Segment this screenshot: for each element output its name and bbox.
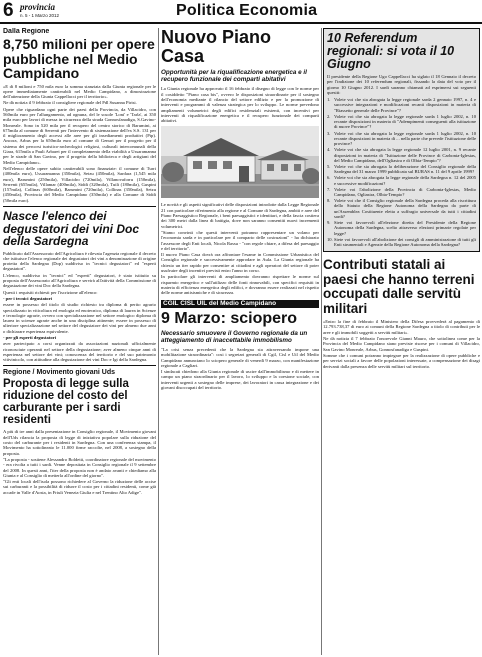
masthead: [0, 0, 482, 24]
article-body: [161, 347, 319, 390]
article-headline: 8,750 milioni per opere pubbliche nel Medio Campidano: [3, 36, 155, 81]
item-text: Volete voi che sia abrogata la legge regionale sarda 1 luglio 2002, n. 10 recante disposizioni in materia di ... nella parte che prevede l'istituzione delle province?: [334, 130, 476, 147]
article-subhead: Opportunità per la riqualificazione energetica e il recupero funzionale dei comparti abitativi: [161, 69, 307, 84]
column-right: [323, 28, 480, 655]
list-item: [327, 164, 476, 175]
paragraph: «Entro la fine di febbraio il Ministero della Difesa provvederà al pagamento di 12.793.738,37 di euro ai comuni della Regione Sardegna a titolo di contributi per le aree e gli immobili soggetti a servitù militari».: [323, 319, 480, 335]
item-number: 3.: [327, 130, 331, 136]
list-item: [327, 237, 476, 248]
paragraph: «E di 8 milioni e 750 mila euro la somma stanziata dalla Giunta regionale per le opere immediatamente cantierabili nel Medio Campidano, a dimostrazione dell'attenzione della Giunta Cappellacci per il territorio».: [3, 83, 156, 100]
article-subhead: Necessario smuovere il Governo regionale da un atteggiamento di inaccettabile immobilismo: [161, 329, 308, 344]
list-item: [327, 198, 476, 219]
paragraph: A più di tre anni dalla presentazione in Consiglio regionale, il Movimento giovani dell'Uds rilancia la proposta di legge di iniziativa popolare sulla riduzione del costo del carburante per i residenti in Sardegna. Con una conferenza stampa, il Movimento ha sottolineato le 11.000 firme raccolte, nel 2008, a sostegno della proposta.: [3, 429, 156, 456]
paragraph: "La proposta - sostiene Alessandro Boldetti, coordinatore regionale del movimento - era rivolta a tutti i sardi. Venne depositata in Consiglio regionale il 9 settembre del 2008. In questi anni, l'iter della proposta non è andato avanti e chiediamo alla Giunta e al Consiglio di metterla all'ordine del giorno".: [3, 456, 156, 478]
list-item: [327, 220, 476, 236]
article-headline: Proposta di legge sulla riduzione del costo del carburante per i sardi residenti: [3, 378, 129, 427]
article-headline: Nasce l'elenco dei degustatori dei vini Doc della Sardegna: [3, 209, 140, 249]
item-number: 5.: [327, 163, 331, 169]
referendum-list: [327, 97, 476, 247]
article-body: [161, 86, 319, 123]
article-headline: Nuovo Piano Casa: [161, 28, 272, 66]
column-divider: [158, 28, 159, 655]
paragraph: Somme che i comuni potranno impiegare per la realizzazione di opere pubbliche e per servizi sociali a favore delle popolazioni interessate, a compensazione dei disagi derivanti dalla presenza delle servitù militari sul territorio.: [323, 352, 480, 369]
house-photo: [161, 126, 319, 198]
article-body: [3, 429, 156, 495]
item-text: Volete voi che sia abrogata la deliberazione del Consiglio regionale della Sardegna del 31 marzo 1999 pubblicata sul BURAS n. 11 del 9 aprile 1999?: [334, 163, 476, 175]
item-text: Siete voi favorevoli all'abolizione dei consigli di amministrazione di tutti gli Enti strumentali e Agenzie della Regione Autonoma della Sardegna?: [334, 236, 476, 248]
item-text: Volete voi che sia abrogata la legge regionale 12 luglio 2001, n. 9 recante disposizioni in materia di "Istituzione delle Province di Carbonia-Iglesias, del Medio Campidano, dell'Ogliastra e di Olbia-Tempio"?: [334, 147, 476, 163]
divider: [3, 206, 156, 207]
article-kicker-band: CGIL CISL UIL del Medio Campidano: [161, 300, 319, 308]
item-number: 2.: [327, 113, 331, 119]
item-text: Volete voi che il Consiglio regionale della Sardegna proceda alla riscrittura dello Statuto della Regione Autonoma della Sardegna da parte di un'Assemblea Costituente eletta a suffragio universale da tutti i cittadini sardi?: [334, 198, 476, 219]
article-body: [3, 251, 156, 363]
paragraph: Questi i requisiti richiesti per l'iscrizione all'elenco:: [3, 289, 98, 295]
list-item: [327, 114, 476, 130]
list-item: [327, 97, 476, 113]
article-headline: Contributi statali ai paesi che hanno terreni occupati dalle servitù militari: [323, 257, 475, 316]
item-number: 10.: [327, 236, 333, 242]
article-intro: Il presidente della Regione Ugo Cappellacci ha siglato il 18 Gennaio il decreto per l'indizione dei 10 referendum regionali, fissando la data del voto per il giorno 10 Giugno 2012. I sardi saranno chiamati ad esprimersi sui seguenti quesiti:: [327, 74, 476, 95]
paragraph: "Siamo convinti che questi interventi potranno rappresentare un volano per l'economia sarda e in particolare per il comparto delle costruzioni" - ha dichiarato l'assessore degli Enti locali, Nicola Rassu - "con regole chiare, a difesa del paesaggio e del territorio".: [161, 229, 319, 251]
item-number: 4.: [327, 147, 331, 153]
paragraph: Nell'elenco delle opere subito cantierabili sono finanziate: il comune di Turri (400mila euro), Ussaramanna (350mila), Setzu (450mila), Sardara (1,545 mila euro), Barumini (250mila), Villacidro (720mila), Villanovaforru (150mila), Serrenti (655mila), Villamar (400mila), Siddi (320mila), Tuili (180mila), Guspini (157mila), Collinas (600mila), Barumini (720mila), Collinas (350mila), Setzu (450mila), Provincia del Medio Campidano (350mila) e alla Comune di Siddi (50mila euro).: [3, 165, 156, 203]
paragraph: "La crisi senza precedenti che la Sardegna sta attraversando impone una mobilitazione straordinaria": cosi i segretari generali di Cgil, Cisl e Uil del Medio Campidano annunciano lo sciopero generale di venerdì 9 marzo, con manifestazione regionale a Cagliari.: [161, 346, 319, 368]
brand-logo: provincia: [20, 2, 55, 12]
paragraph: I sindacati chiedono alla Giunta regionale di uscire dall'immobilismo e di mettere in campo un piano straordinario per il lavoro, lo sviluppo e la coesione sociale, con interventi urgenti a sostegno delle imprese, dei lavoratori in cassa integrazione e dei giovani disoccupati del territorio.: [161, 369, 319, 391]
item-text: Volete voi che sia abrogata la legge regionale sarda 1 luglio 2002, n. 10 recante disposizioni in materia di "Adempimenti conseguenti alla istituzione di nuove Province"?: [334, 113, 476, 130]
list-heading: - per gli esperti degustatori: [3, 334, 56, 340]
section-title: Politica Economia: [176, 2, 318, 19]
article-kicker: Regione / Movimento giovani Uds: [3, 369, 116, 377]
paragraph: "Gli enti locali dell'isola possono richiedere al Governo la riduzione delle accise sui carburanti e la possibilità di ridurre il costo per i cittadini residenti, come già accade in Valle d'Aosta, in Friuli Venezia Giulia e nel Trentino Alto Adige".: [3, 479, 156, 495]
column-left: [3, 28, 156, 655]
list-item: [327, 187, 476, 198]
column-divider: [321, 28, 322, 655]
item-number: 7.: [327, 186, 331, 192]
item-text: Siete voi favorevoli all'elezione diretta del Presidente della Regione Autonoma della Sardegna, scelto attraverso elezioni primarie regolate per legge?: [334, 220, 476, 236]
page-number: 6: [3, 0, 14, 21]
paragraph: In particolare gli interventi di ampliamento dovranno rispettare le norme sul risparmio energetico e sull'utilizzo delle fonti rinnovabili, con specifici requisiti in materia di efficienza energetica degli edifici, e dovranno essere realizzati nel rispetto delle norme antisismiche e di sicurezza.: [161, 274, 319, 296]
article-body: [3, 84, 156, 204]
article-body: [161, 202, 319, 295]
item-text: Volete voi che sia abrogata la legge regionale della Sardegna n. 12 del 2005 e successive modificazioni?: [334, 175, 476, 186]
item-number: 1.: [327, 97, 331, 103]
article-headline: 9 Marzo: sciopero: [161, 309, 298, 327]
list-item: [327, 131, 476, 147]
item-number: 9.: [327, 220, 331, 226]
item-number: 8.: [327, 198, 331, 204]
list-item: [327, 175, 476, 186]
list-item: [327, 147, 476, 163]
paragraph: essere in possesso del titolo di studio richiesto tra diploma di perito agrario specializzato in viticoltura ed enologia ed enotecnico, diploma di laurea in Scienze e tecnologie agrarie, ovvero con specializzazione nel settore enologico diploma di laurea in scienze agrarie anche in una disciplina attinente; essere in possesso di ulteriore specializzazione nel settore del degustatore dei vini per almeno due anni o dichiarare esperienza equivalente.: [3, 302, 156, 334]
column-middle: [161, 28, 319, 655]
article-headline: 10 Referendum regionali: si vota il 10 Giugno: [327, 31, 455, 71]
divider: [3, 365, 156, 366]
list-heading: - per i tecnici degustatori: [3, 295, 52, 301]
referendum-box: [323, 28, 480, 252]
paragraph: Pubblicato dall'Assessorato dell'Agricoltura è rilevata l'agenzia regionale il decreto che istituisce l'elenco regionale dei degustatori dei vini a denominazione di origine protetta della Sardegna (Dop) suddiviso in "tecnici degustatori" ed "esperti degustatori".: [3, 250, 156, 272]
paragraph: Le novità e gli aspetti significativi delle disposizioni introdotte dalla Legge Regionale 21 con particolare riferimento alla regione e al Comune di Sardegna, ambiti e aree del Piano Paesaggistico Regionale, i beni paesaggistici e identitari, e della fascia costiera dei 300 metri dalla linea di battigia, dove non saranno consentiti nuovi incrementi volumetrici.: [161, 202, 319, 229]
article-body: [323, 319, 480, 369]
paragraph: La Giunta regionale ha approvato il 16 febbraio il disegno di legge con le norme per il cosiddetto "Piano casa bis", ovvero le disposizioni straordinarie per il sostegno dell'economia mediante il rilancio del settore edilizio e per la promozione di interventi e programmi di valenza strategica per lo sviluppo. Le norme prevedono ampliamenti volumetrici degli edifici residenziali esistenti, con incentivi per interventi di riqualificazione energetica e il recupero funzionale dei comparti abitativi.: [161, 86, 319, 124]
issue-info: n. 5 - 1 Marzo 2012: [20, 13, 60, 18]
paragraph: Ne dà notizia il 9 febbraio il consigliere regionale del Pdl Susanna Pirisi.: [3, 100, 137, 106]
paragraph: Opere che riguardano ogni parte dei paesi della Provincia, da Villacidro, con 560mila euro per l'allungamento, ad ognuna, del le scuole 'Loni' e 'Tarla', ai 350 mila euro per lavori di messa in sicurezza della strada Gonnosfanadiga, S.Gavino-Monreale. Sono in 520 mila per il recupero del centro storico di Barumini, ai 675mila al comune di Serrenti per l'intervento di sistemazione dell'ex S.S. 131 per il miglioramento degli accessi alle aree per gli insediamenti produttivi (Pip). Ancora, Arbus per la 650mila euro al comune di Genuri per il progetto per il sistema dei percorsi turistico-archeologici religiosi, culturali intercomunali della Giara, 615mila a Pauli Arbarei per il completamento della viabilità a Ussaramanna per le strade di San Gavino, per il progetto della biblioteca e degli artigiani del Medio Campidano».: [3, 106, 156, 165]
paragraph: aver partecipato a corsi organizzati da associazioni nazionali ufficialmente riconosciute operanti nel settore della degustazione; aver almeno cinque anni di esperienza nel settore dei vini; conoscenza del territorio e del suo patrimonio vitivinicolo, con attitudine alla degustazione dei vini Doc e Igt della Sardegna.: [3, 341, 156, 363]
item-text: Volete voi che sia abrogata la legge regionale sarda 2 gennaio 1997, n. 4 e successive integrazioni e modificazioni recanti disposizioni in materia di "Riassetto generale delle Province"?: [334, 97, 476, 113]
item-number: 6.: [327, 175, 331, 181]
paragraph: Il nuovo Piano Casa dovrà ora affrontare l'esame in Commissione Urbanistica del Consiglio regionale e successivamente approdare in Aula. La Giunta regionale ha chiesto un iter rapido per consentire ai cittadini e agli operatori del settore di poter usufruire degli incentivi previsti entro l'anno in corso.: [161, 252, 319, 274]
item-text: Volete voi l'abolizione della Provincia di Carbonia-Iglesias, Medio Campidano, Ogliastra, Olbia-Tempio?: [334, 186, 476, 198]
paragraph: Ne dà notizia il 7 febbraio l'onorevole Gianni Mauro, che sottolinea come per la Provincia del Medio Campidano siano previste risorse per i comuni di Villacidro, San Gavino Monreale, Arbus, Gonnosfanadiga e Guspini.: [323, 336, 480, 352]
article-kicker: Dalla Regione: [3, 28, 50, 35]
paragraph: L'elenco, suddiviso in "tecnici" ed "esperti" degustatori, è stato istituito su proposta dell'Assessorato all'Agricoltura e servirà all'attività della Commissione di degustazione dei vini Doc della Sardegna.: [3, 272, 156, 289]
house-illustration: [161, 126, 319, 198]
